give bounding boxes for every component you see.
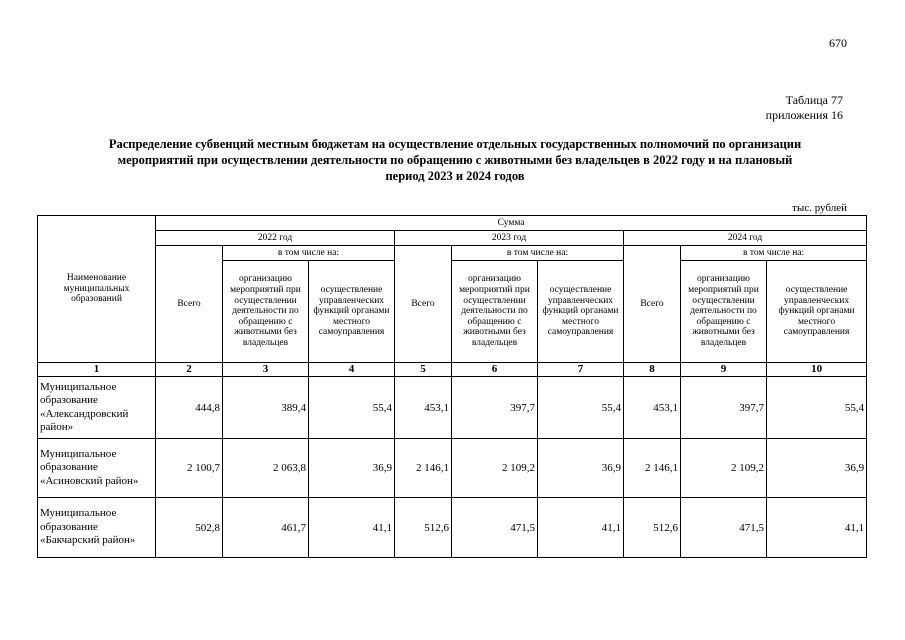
column-number: 10 [767, 363, 867, 377]
municipality-name: Муниципальное образование «Асиновский район» [38, 439, 156, 498]
column-number: 5 [395, 363, 452, 377]
header-year-2023: 2023 год [395, 231, 624, 246]
value-org-2022: 461,7 [223, 498, 309, 558]
column-number: 2 [156, 363, 223, 377]
table-caption [766, 93, 843, 123]
table-row [38, 498, 867, 558]
header-including-2023: в том числе на: [452, 246, 624, 261]
table-row [38, 377, 867, 439]
value-total-2024: 2 146,1 [624, 439, 681, 498]
value-org-2023: 397,7 [452, 377, 538, 439]
value-admin-2022: 41,1 [309, 498, 395, 558]
header-admin-2022: осуществление управленческих функций органами местного самоуправления [309, 261, 395, 363]
header-total-2022: Всего [156, 246, 223, 363]
column-number: 9 [681, 363, 767, 377]
document-title [60, 136, 850, 184]
header-admin-2023: осуществление управленческих функций органами местного самоуправления [538, 261, 624, 363]
header-including-2024: в том числе на: [681, 246, 867, 261]
value-total-2022: 2 100,7 [156, 439, 223, 498]
value-total-2024: 512,6 [624, 498, 681, 558]
value-total-2022: 444,8 [156, 377, 223, 439]
value-admin-2023: 36,9 [538, 439, 624, 498]
value-org-2024: 2 109,2 [681, 439, 767, 498]
table-row [38, 439, 867, 498]
header-org-2022: организацию мероприятий при осуществлении деятельности по обращению с животными без владельцев [223, 261, 309, 363]
subvention-table [37, 215, 867, 558]
municipality-name: Муниципальное образование «Бакчарский район» [38, 498, 156, 558]
header-org-2023: организацию мероприятий при осуществлении деятельности по обращению с животными без владельцев [452, 261, 538, 363]
value-total-2023: 2 146,1 [395, 439, 452, 498]
header-year-2022: 2022 год [156, 231, 395, 246]
value-admin-2022: 55,4 [309, 377, 395, 439]
value-org-2024: 471,5 [681, 498, 767, 558]
title-line1: Распределение субвенций местным бюджетам на осуществление отдельных государственных полномочий по организации [108, 137, 802, 151]
header-year-2024: 2024 год [624, 231, 867, 246]
municipality-name: Муниципальное образование «Александровский район» [38, 377, 156, 439]
value-org-2022: 2 063,8 [223, 439, 309, 498]
value-org-2023: 2 109,2 [452, 439, 538, 498]
header-including-2022: в том числе на: [223, 246, 395, 261]
header-admin-2024: осуществление управленческих функций органами местного самоуправления [767, 261, 867, 363]
value-admin-2023: 55,4 [538, 377, 624, 439]
value-admin-2024: 36,9 [767, 439, 867, 498]
table-caption-line2: приложения 16 [765, 108, 843, 122]
value-org-2023: 471,5 [452, 498, 538, 558]
table-caption-line1: Таблица 77 [785, 93, 843, 107]
value-total-2023: 453,1 [395, 377, 452, 439]
header-org-2024: организацию мероприятий при осуществлении деятельности по обращению с животными без владельцев [681, 261, 767, 363]
value-org-2022: 389,4 [223, 377, 309, 439]
title-line3: период 2023 и 2024 годов [385, 169, 525, 183]
header-name-col: Наименование муниципальных образований [38, 216, 156, 363]
page-number: 670 [829, 36, 847, 50]
header-total-2024: Всего [624, 246, 681, 363]
value-admin-2024: 41,1 [767, 498, 867, 558]
value-total-2023: 512,6 [395, 498, 452, 558]
value-admin-2023: 41,1 [538, 498, 624, 558]
value-admin-2024: 55,4 [767, 377, 867, 439]
value-admin-2022: 36,9 [309, 439, 395, 498]
column-number: 8 [624, 363, 681, 377]
units-label: тыс. рублей [792, 202, 847, 214]
value-org-2024: 397,7 [681, 377, 767, 439]
column-number: 6 [452, 363, 538, 377]
value-total-2024: 453,1 [624, 377, 681, 439]
header-sum: Сумма [156, 216, 867, 231]
column-number: 1 [38, 363, 156, 377]
value-total-2022: 502,8 [156, 498, 223, 558]
header-total-2023: Всего [395, 246, 452, 363]
column-number: 7 [538, 363, 624, 377]
column-number: 4 [309, 363, 395, 377]
title-line2: мероприятий при осуществлении деятельности по обращению с животными без владельцев в 2022 году и на плановый [117, 153, 793, 167]
column-number: 3 [223, 363, 309, 377]
